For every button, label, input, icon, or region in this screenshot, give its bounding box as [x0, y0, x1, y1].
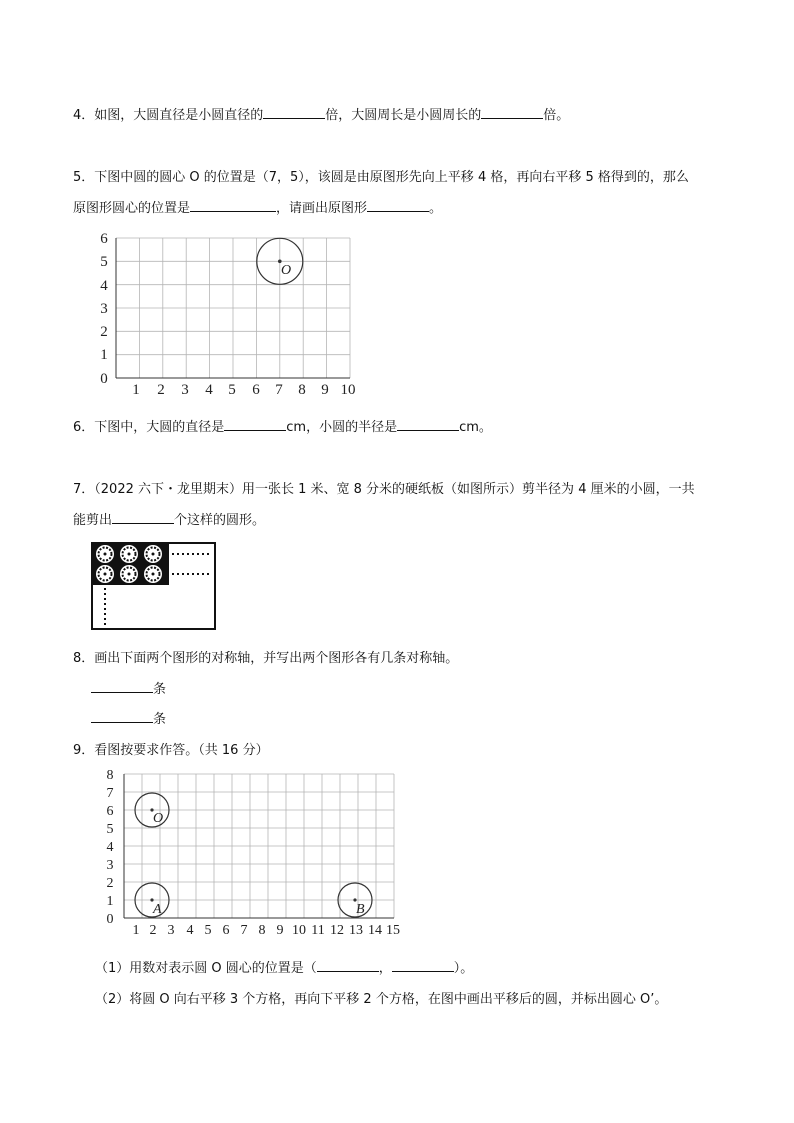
q6-text-pre: 6．下图中，大圆的直径是	[73, 420, 225, 435]
q8-answer-line-1	[91, 678, 166, 697]
q9-circle-o-label: O	[153, 811, 164, 826]
question-9: 9．看图按要求作答。（共 16 分）	[73, 743, 269, 758]
q5-grid-lines	[116, 238, 350, 378]
q9-x-tick: 13	[349, 923, 363, 938]
q8-answer-blank-2[interactable]	[91, 710, 153, 723]
q9-x-tick: 3	[167, 923, 175, 938]
q6-answer-blank-2[interactable]	[397, 418, 459, 431]
q9-y-tick: 5	[106, 822, 114, 837]
q9-x-tick: 12	[330, 923, 344, 938]
q8-answer-line-2	[91, 708, 166, 727]
q9-y-tick: 1	[106, 894, 114, 909]
q5-x-tick: 9	[321, 382, 329, 398]
q5-answer-blank-figure[interactable]	[367, 199, 429, 212]
q5-y-tick: 4	[100, 278, 108, 294]
q9-sub1-text-mid: ，	[378, 961, 392, 976]
q9-y-tick: 3	[106, 858, 114, 873]
q6-text-post: cm。	[459, 420, 492, 435]
q5-x-tick: 1	[132, 382, 140, 398]
q9-sub-question-1	[95, 957, 473, 976]
q5-y-tick: 3	[100, 301, 108, 317]
q9-x-tick: 15	[386, 923, 400, 938]
q4-text-pre: 4．如图，大圆直径是小圆直径的	[73, 108, 264, 123]
q5-grid-figure	[88, 228, 368, 398]
q5-y-tick: 1	[100, 347, 108, 363]
q5-x-tick: 3	[181, 382, 189, 398]
q9-y-tick: 8	[106, 768, 114, 783]
q4-text-mid: 倍，大圆周长是小圆周长的	[325, 108, 482, 123]
q9-circle-b-label: B	[356, 902, 365, 917]
q5-x-tick: 5	[228, 382, 236, 398]
q9-x-tick: 4	[186, 923, 194, 938]
q9-sub1-text-post: ）。	[453, 961, 474, 976]
q5-x-tick: 7	[275, 382, 283, 398]
question-5-line-1: 5．下图中圆的圆心 O 的位置是（7，5），该圆是由原图形先向上平移 4 格，再向右平移 5 格得到的，那么	[73, 170, 689, 185]
q5-x-tick: 4	[205, 382, 213, 398]
q9-x-tick: 11	[311, 923, 325, 938]
q9-x-tick: 5	[204, 923, 212, 938]
q9-x-tick: 2	[149, 923, 157, 938]
q6-text-mid: cm，小圆的半径是	[286, 420, 398, 435]
q9-x-tick: 7	[240, 923, 248, 938]
question-5-line-2	[73, 197, 442, 216]
q5-text-post: 。	[429, 201, 443, 216]
q9-y-tick: 2	[106, 876, 114, 891]
q8-unit-2: 条	[153, 712, 167, 727]
q4-text-post: 倍。	[543, 108, 570, 123]
q9-grid-lines	[124, 774, 394, 918]
question-6	[73, 416, 492, 435]
q7-text-post: 个这样的圆形。	[174, 513, 266, 528]
question-4	[73, 104, 569, 123]
q9-sub1-answer-blank-x[interactable]	[317, 959, 379, 972]
q7-answer-blank[interactable]	[112, 511, 174, 524]
q9-x-tick: 9	[276, 923, 284, 938]
q7-cardboard-figure	[90, 540, 218, 632]
question-7-line-1: 7．（2022 六下・龙里期末）用一张长 1 米、宽 8 分米的硬纸板（如图所示）剪半径为 4 厘米的小圆，一共	[73, 482, 695, 497]
q9-sub1-text-pre: （1）用数对表示圆 O 圆心的位置是（	[95, 961, 317, 976]
q5-x-tick: 6	[252, 382, 260, 398]
question-8: 8．画出下面两个图形的对称轴，并写出两个图形各有几条对称轴。	[73, 651, 459, 666]
q5-x-tick: 2	[157, 382, 165, 398]
q5-y-tick: 2	[100, 324, 108, 340]
q5-y-tick: 0	[100, 371, 108, 387]
q6-answer-blank-1[interactable]	[224, 418, 286, 431]
q5-answer-blank-position[interactable]	[190, 199, 276, 212]
q7-text-pre: 能剪出	[73, 513, 113, 528]
q9-y-tick: 6	[106, 804, 114, 819]
q5-x-tick: 10	[340, 382, 356, 398]
q9-y-tick: 0	[106, 912, 114, 927]
q9-y-tick: 4	[106, 840, 114, 855]
q5-y-tick: 6	[100, 231, 108, 247]
q9-y-tick: 7	[106, 786, 114, 801]
q5-x-tick: 8	[298, 382, 306, 398]
q8-unit-1: 条	[153, 682, 167, 697]
q9-x-tick: 14	[368, 923, 382, 938]
q9-x-tick: 6	[222, 923, 230, 938]
q9-x-tick: 10	[292, 923, 306, 938]
q9-grid-figure	[100, 762, 410, 942]
q9-x-tick: 1	[132, 923, 140, 938]
q5-circle-label: O	[281, 263, 292, 278]
q8-answer-blank-1[interactable]	[91, 680, 153, 693]
q9-sub1-answer-blank-y[interactable]	[392, 959, 454, 972]
q4-answer-blank-2[interactable]	[481, 106, 543, 119]
q5-text-mid: ，请画出原图形	[276, 201, 368, 216]
question-7-line-2	[73, 509, 265, 528]
q9-circle-a-label: A	[153, 902, 162, 917]
q4-answer-blank-1[interactable]	[263, 106, 325, 119]
q5-y-tick: 5	[100, 254, 108, 270]
q9-x-tick: 8	[258, 923, 266, 938]
q9-sub-question-2: （2）将圆 O 向右平移 3 个方格，再向下平移 2 个方格，在图中画出平移后的圆，并标出圆心 O’。	[95, 992, 668, 1007]
q5-text-pre: 原图形圆心的位置是	[73, 201, 191, 216]
